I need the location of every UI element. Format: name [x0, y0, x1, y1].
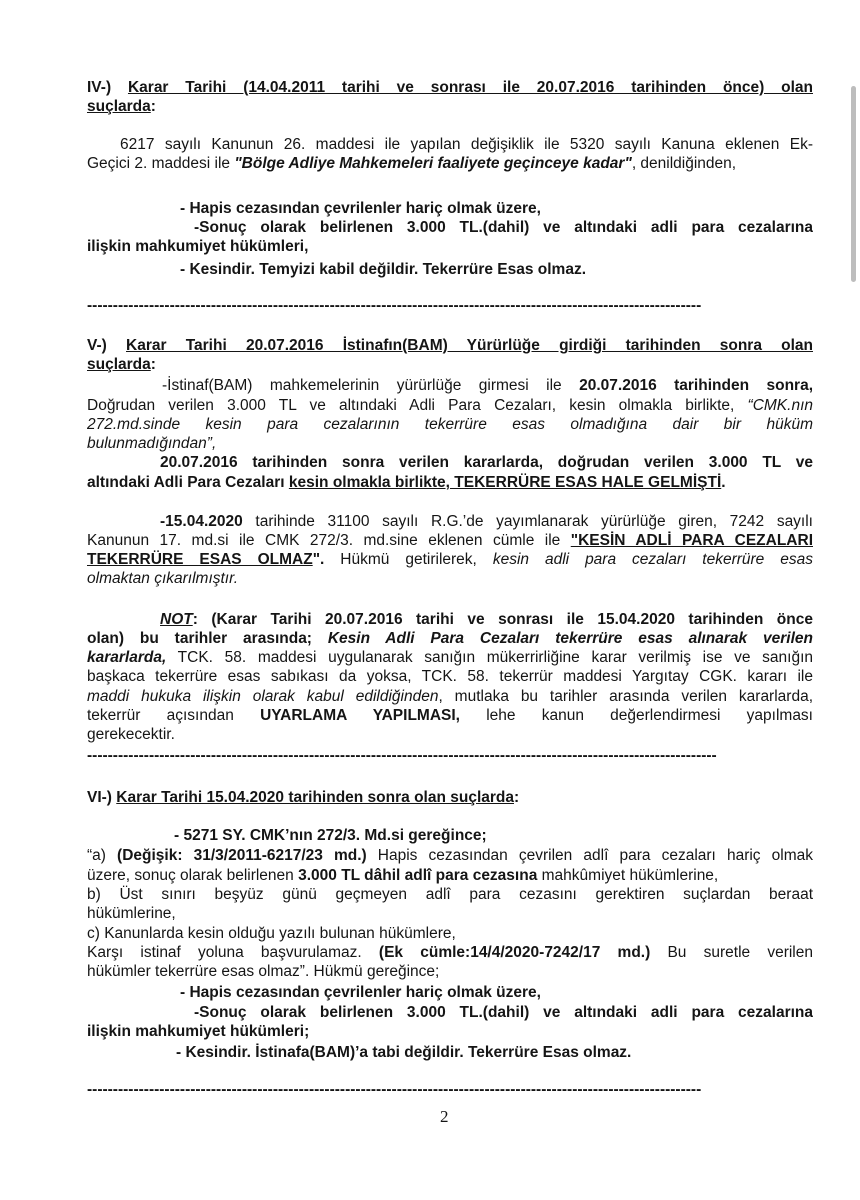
section-v-para-line: Kanunun 17. md.si ile CMK 272/3. md.sine eklenen cümle ile "KESİN ADLİ PARA CEZALARI [87, 532, 813, 549]
section-iv-bullet: - Hapis cezasından çevrilenler hariç olmak üzere, [180, 200, 541, 217]
note-line: maddi hukuka ilişkin olarak kabul edildiğinden, mutlaka bu tarihler arasında verilen kararlarda, [87, 688, 813, 705]
section-iv-para-line: Geçici 2. maddesi ile "Bölge Adliye Mahkemeleri faaliyete geçinceye kadar", denildiğinden, [87, 155, 737, 172]
section-v-para-line: TEKERRÜRE ESAS OLMAZ". Hükmü getirilerek, kesin adli para cezaları tekerrüre esas [87, 551, 813, 568]
section-v-heading-cont: suçlarda: [87, 356, 156, 373]
scrollbar[interactable] [851, 86, 856, 282]
section-v-heading: V-) Karar Tarihi 20.07.2016 İstinafın(BAM) Yürürlüğe girdiği tarihinden sonra olan [87, 337, 813, 354]
note-line: tekerrür açısından UYARLAMA YAPILMASI, lehe kanun değerlendirmesi yapılması [87, 707, 813, 724]
section-vi-bullet-cont: ilişkin mahkumiyet hükümleri; [87, 1023, 310, 1040]
section-vi-para-line: hükümler tekerrüre esas olmaz”. Hükmü gereğince; [87, 963, 440, 980]
separator-line: -------------------------------------------------------------------------------------------------------------------------- [87, 747, 717, 764]
note-line: olan) bu tarihler arasında; Kesin Adli Para Cezaları tekerrüre esas alınarak verilen [87, 630, 813, 647]
section-v-para-line: 272.md.sinde kesin para cezalarının tekerrüre esas olmadığına dair bir hüküm [87, 416, 813, 433]
section-vi-bullet: - Kesindir. İstinafa(BAM)’a tabi değildir. Tekerrüre Esas olmaz. [176, 1044, 632, 1061]
section-vi-para-line: b) Üst sınırı beşyüz günü geçmeyen adlî para cezasını gerektiren suçlardan beraat [87, 886, 813, 903]
section-vi-bullet: - Hapis cezasından çevrilenler hariç olmak üzere, [180, 984, 541, 1001]
section-vi-heading: VI-) Karar Tarihi 15.04.2020 tarihinden sonra olan suçlarda: [87, 789, 520, 806]
section-iv-heading-cont: suçlarda: [87, 98, 156, 115]
note-line: NOT: (Karar Tarihi 20.07.2016 tarihi ve sonrası ile 15.04.2020 tarihinden önce [160, 611, 813, 628]
section-iv-heading: IV-) Karar Tarihi (14.04.2011 tarihi ve sonrası ile 20.07.2016 tarihinden önce) olan [87, 79, 813, 96]
section-vi-para-line: Karşı istinaf yoluna başvurulamaz. (Ek cümle:14/4/2020-7242/17 md.) Bu suretle verilen [87, 944, 813, 961]
section-iv-bullet-cont: ilişkin mahkumiyet hükümleri, [87, 238, 309, 255]
note-line: gerekecektir. [87, 726, 175, 743]
section-v-para-line: olmaktan çıkarılmıştır. [87, 570, 239, 587]
separator-line: ----------------------------------------------------------------------------------------------------------------------- [87, 297, 702, 314]
section-vi-para-line: hükümlerine, [87, 905, 176, 922]
section-vi-para-line: “a) (Değişik: 31/3/2011-6217/23 md.) Hapis cezasından çevrilen adlî para cezaları hariç olmak [87, 847, 813, 864]
page-number: 2 [440, 1107, 449, 1126]
section-v-para-line: Doğrudan verilen 3.000 TL ve altındaki Adli Para Cezaları, kesin olmakla birlikte, “CMK.nın [87, 397, 813, 414]
note-line: kararlarda, TCK. 58. maddesi uygulanarak sanığın mükerrirliğine karar verilmiş ise ve sanığın [87, 649, 813, 666]
note-line: başkaca tekerrüre esas sabıkası da yoksa, TCK. 58. tekerrür maddesi Yargıtay CGK. kararı ile [87, 668, 813, 685]
section-vi-bullet: -Sonuç olarak belirlenen 3.000 TL.(dahil) ve altındaki adli para cezalarına [194, 1004, 813, 1021]
section-iv-bullet: - Kesindir. Temyizi kabil değildir. Tekerrüre Esas olmaz. [180, 261, 587, 278]
section-v-para-line: 20.07.2016 tarihinden sonra verilen kararlarda, doğrudan verilen 3.000 TL ve [160, 454, 813, 471]
section-v-para-line: -15.04.2020 tarihinde 31100 sayılı R.G.’de yayımlanarak yürürlüğe giren, 7242 sayılı [160, 513, 813, 530]
section-v-para-line: -İstinaf(BAM) mahkemelerinin yürürlüğe girmesi ile 20.07.2016 tarihinden sonra, [162, 377, 813, 394]
section-iv-para-line: 6217 sayılı Kanunun 26. maddesi ile yapılan değişiklik ile 5320 sayılı Kanuna eklenen Ek- [120, 136, 813, 153]
section-v-para-line: altındaki Adli Para Cezaları kesin olmakla birlikte, TEKERRÜRE ESAS HALE GELMİŞTİ. [87, 474, 726, 491]
separator-line: ----------------------------------------------------------------------------------------------------------------------- [87, 1081, 702, 1098]
section-vi-para-line: üzere, sonuç olarak belirlenen 3.000 TL dâhil adlî para cezasına mahkûmiyet hükümlerine, [87, 867, 719, 884]
section-vi-subheading: - 5271 SY. CMK’nın 272/3. Md.si gereğince; [174, 827, 487, 844]
section-vi-para-line: c) Kanunlarda kesin olduğu yazılı bulunan hükümlere, [87, 925, 456, 942]
section-iv-bullet: -Sonuç olarak belirlenen 3.000 TL.(dahil) ve altındaki adli para cezalarına [194, 219, 813, 236]
section-v-para-line: bulunmadığından”, [87, 435, 217, 452]
